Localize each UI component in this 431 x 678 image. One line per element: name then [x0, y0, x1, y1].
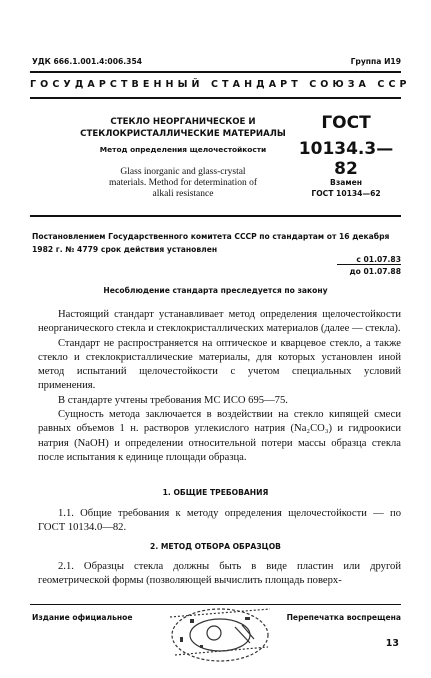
- page-number: 13: [385, 638, 399, 649]
- replaced-standard: ГОСТ 10134—62: [311, 189, 381, 198]
- section-1-heading: 1. ОБЩИЕ ТРЕБОВАНИЯ: [162, 488, 269, 497]
- title-en-line-2: materials. Method for determination of: [109, 178, 257, 188]
- validity-to: до 01.07.88: [349, 267, 401, 276]
- title-ru: [58, 116, 308, 140]
- replaced-label: Взамен: [330, 178, 362, 187]
- validity-from: с 01.07.83: [356, 255, 401, 264]
- section-2-block: [38, 560, 401, 589]
- title-subtitle: Метод определения щелочестойкости: [99, 145, 267, 154]
- gost-number: 10134.3—82: [298, 139, 394, 179]
- reprint-prohibited-label: Перепечатка воспрещена: [286, 613, 401, 622]
- section-1-paragraph: 1.1. Общие требования к методу определения щелочестойкости — по ГОСТ 10134.0—82.: [38, 508, 401, 534]
- validity-rule: [337, 264, 401, 265]
- header-rule-top: [30, 71, 401, 73]
- intro-paragraph-4: Сущность метода заключается в воздействии на стекло кипящей смеси равных объемов 1 н. растворов углекислого натрия (Na₂CO₃) и гидроокиси натрия (NaOH) и определении относительной потери массы образца стекла после испытания к единице площади образца.: [38, 409, 401, 463]
- decree-text: Постановлением Государственного комитета СССР по стандартам от 16 декабря 1982 г. № 4779 срок действия установлен: [32, 232, 390, 254]
- state-standard-banner: ГОСУДАРСТВЕННЫЙ СТАНДАРТ СОЮЗА ССР: [30, 79, 411, 90]
- title-en-line-1: Glass inorganic and glass-crystal: [120, 167, 246, 177]
- header-rule-bottom: [30, 97, 401, 99]
- library-stamp: [150, 597, 300, 669]
- gost-label: ГОСТ: [321, 113, 371, 133]
- section-2-heading: 2. МЕТОД ОТБОРА ОБРАЗЦОВ: [150, 542, 281, 551]
- title-en-line-3: alkali resistance: [152, 189, 214, 199]
- section-rule: [30, 215, 401, 217]
- section-2-paragraph: 2.1. Образцы стекла должны быть в виде пластин или другой геометрической формы (позволяющей вычислить площадь поверх-: [38, 561, 401, 587]
- title-en: [58, 167, 308, 200]
- title-ru-line-1: СТЕКЛО НЕОРГАНИЧЕСКОЕ И: [110, 117, 256, 127]
- intro-paragraph-3: В стандарте учтены требования МС ИСО 695—75.: [58, 394, 288, 406]
- section-1-block: [38, 507, 401, 536]
- intro-block: [38, 308, 401, 465]
- intro-paragraph-1: Настоящий стандарт устанавливает метод определения щелочестойкости неорганического стекла и стеклокристаллических материалов (далее — стекла).: [38, 309, 401, 335]
- group-code: Группа И19: [350, 57, 401, 66]
- legal-warning: Несоблюдение стандарта преследуется по закону: [103, 286, 328, 295]
- title-ru-line-2: СТЕКЛОКРИСТАЛЛИЧЕСКИЕ МАТЕРИАЛЫ: [80, 129, 286, 139]
- intro-paragraph-2: Стандарт не распространяется на оптическое и кварцевое стекло, а также стекло и стеклокристаллические материалы, для которых установлен иной метод испытаний щелочестойкости с учетом специальных условий применения.: [38, 337, 401, 392]
- udk-code: УДК 666.1.001.4:006.354: [32, 57, 143, 66]
- official-edition-label: Издание официальное: [32, 613, 133, 622]
